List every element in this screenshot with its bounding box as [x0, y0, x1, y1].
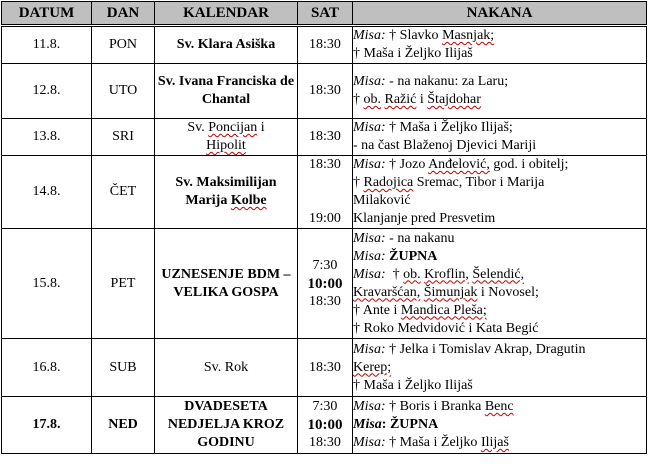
table-row — [2, 156, 647, 229]
note-text: † — [385, 266, 404, 282]
mass-label: Misa: — [353, 266, 386, 282]
note-text: - na nakanu — [385, 230, 455, 246]
time-entry: 7:30 — [312, 257, 338, 273]
mass-label: Misa: — [353, 248, 386, 264]
row-times — [298, 339, 353, 397]
row-times — [298, 119, 353, 156]
note-name: Mandica Pleša; — [400, 302, 487, 318]
time-entry: 18:30 — [309, 435, 341, 450]
note-text: i — [416, 92, 428, 107]
time-entry: 10:00 — [307, 417, 343, 433]
note-line: † Maša i Željko Ilijaš — [353, 46, 473, 61]
row-notes — [353, 397, 647, 454]
row-times — [298, 26, 353, 64]
note-text: ŽUPNA — [385, 248, 438, 264]
table-row — [2, 397, 647, 454]
note-name: Ražić — [384, 92, 417, 107]
row-calendar: Sv. Ivana Franciska de Chantal — [155, 64, 298, 119]
calendar-name: Hipolit — [206, 138, 246, 153]
time-entry: 18:30 — [309, 37, 341, 52]
time-entry: 19:00 — [309, 211, 341, 226]
time-entry: 18:30 — [309, 129, 341, 144]
row-day: PON — [92, 26, 155, 64]
mass-label: Misa: — [353, 399, 386, 414]
row-day: SRI — [92, 119, 155, 156]
row-date: 13.8. — [2, 119, 92, 156]
row-notes — [353, 119, 647, 156]
note-line: - na čast Blaženoj Djevici Mariji — [353, 138, 537, 153]
note-text: † Maša i Željko Ilijaš; — [385, 120, 513, 135]
note-name: Anđelović, — [428, 157, 490, 172]
mass-label: Misa: — [353, 120, 386, 135]
row-times — [298, 229, 353, 339]
note-name: Kroflin, — [424, 266, 469, 282]
mass-label: Misa — [353, 417, 382, 432]
note-line: † Maša i Željko Ilijaš — [353, 377, 473, 393]
row-calendar: DVADESETA NEDJELJA KROZ GODINU — [155, 397, 298, 454]
row-day: PET — [92, 229, 155, 339]
mass-label: Misa: — [353, 341, 386, 357]
note-name: Kerep; — [353, 359, 392, 375]
row-date: 17.8. — [2, 397, 92, 454]
table-row — [2, 26, 647, 64]
calendar-name: Poncijan — [208, 120, 258, 135]
time-entry: 7:30 — [312, 399, 338, 414]
note-abbr: ob. — [403, 266, 421, 282]
note-text: † Maša i Željko — [385, 435, 481, 450]
calendar-text: Sv. — [187, 120, 209, 135]
table-row — [2, 229, 647, 339]
header-row — [2, 2, 647, 26]
row-notes — [353, 26, 647, 64]
note-text: † Jelka i Tomislav Akrap, Dragutin — [385, 341, 586, 357]
note-text: † — [353, 175, 364, 190]
header-day: DAN — [92, 2, 155, 26]
note-text: - na nakanu: za Laru; — [385, 74, 509, 89]
note-line: Klanjanje pred Presvetim — [353, 211, 496, 226]
mass-schedule-table — [1, 1, 647, 454]
note-name: Šelendić, — [472, 266, 525, 282]
mass-label: Misa: — [353, 157, 386, 172]
row-calendar: Sv. Rok — [155, 339, 298, 397]
time-entry: 18:30 — [309, 359, 341, 375]
row-notes — [353, 156, 647, 229]
note-name: Štajdohar — [427, 92, 481, 107]
calendar-text: i — [257, 120, 265, 135]
note-name: Šimunjak — [423, 284, 478, 300]
table-row — [2, 119, 647, 156]
note-text: † — [353, 92, 364, 107]
row-date: 15.8. — [2, 229, 92, 339]
note-name: Radojica — [363, 175, 414, 190]
row-notes — [353, 339, 647, 397]
note-text: † Jozo — [385, 157, 429, 172]
row-date: 12.8. — [2, 64, 92, 119]
row-day: SUB — [92, 339, 155, 397]
time-entry: 18:30 — [309, 157, 341, 172]
header-time: SAT — [298, 2, 353, 26]
row-notes — [353, 229, 647, 339]
row-date: 11.8. — [2, 26, 92, 64]
row-times — [298, 156, 353, 229]
row-calendar — [155, 119, 298, 156]
row-times — [298, 64, 353, 119]
mass-label: Misa: — [353, 435, 386, 450]
note-text: † Boris i Branka — [385, 399, 485, 414]
note-text: Sremac, Tibor i Marija — [413, 175, 545, 190]
row-times — [298, 397, 353, 454]
row-day: ČET — [92, 156, 155, 229]
mass-label: Misa: — [353, 74, 386, 89]
header-calendar: KALENDAR — [155, 2, 298, 26]
row-date: 14.8. — [2, 156, 92, 229]
note-name: Benc — [484, 399, 514, 414]
note-line: † Roko Medvidović i Kata Begić — [353, 320, 539, 336]
header-date: DATUM — [2, 2, 92, 26]
time-entry: 18:30 — [309, 83, 341, 98]
row-calendar: Sv. Klara Asiška — [155, 26, 298, 64]
note-line: Milaković — [353, 193, 411, 208]
table-row — [2, 64, 647, 119]
mass-label: Misa: — [353, 230, 386, 246]
row-notes — [353, 64, 647, 119]
time-entry: 18:30 — [309, 293, 341, 309]
row-date: 16.8. — [2, 339, 92, 397]
row-calendar — [155, 156, 298, 229]
note-name: Kravaršćan, — [353, 284, 421, 300]
note-text: i Novosel; — [477, 284, 539, 300]
calendar-name: Kolbe — [230, 193, 267, 208]
time-entry: 10:00 — [307, 275, 343, 292]
note-text: : ŽUPNA — [381, 417, 439, 432]
mass-label: Misa: — [353, 28, 386, 43]
row-day: UTO — [92, 64, 155, 119]
note-text: † Ante i — [353, 302, 401, 318]
note-name: Masnjak; — [442, 28, 495, 43]
note-text: † Slavko — [385, 28, 443, 43]
calendar-text: Sv. Maksimilijan Marija — [175, 175, 277, 208]
row-day: NED — [92, 397, 155, 454]
table-row — [2, 339, 647, 397]
row-calendar: UZNESENJE BDM – VELIKA GOSPA — [155, 229, 298, 339]
header-notes: NAKANA — [353, 2, 647, 26]
note-abbr: ob. — [363, 92, 381, 107]
note-text: god. i obitelj; — [489, 157, 569, 172]
note-name: Ilijaš — [480, 435, 509, 450]
